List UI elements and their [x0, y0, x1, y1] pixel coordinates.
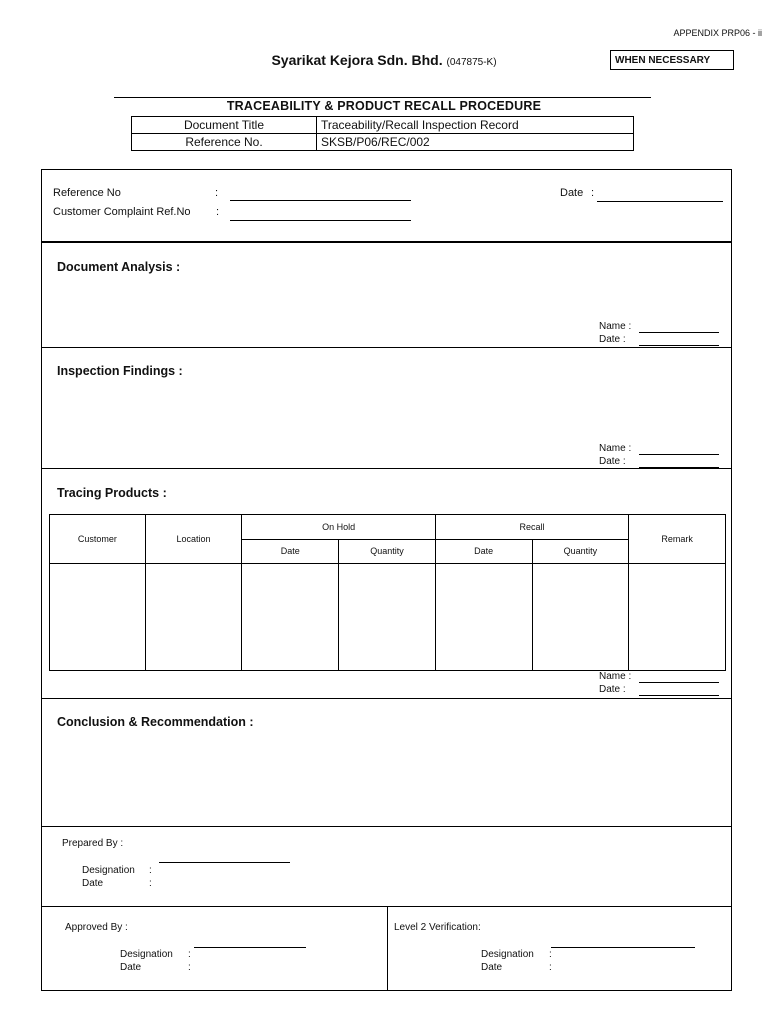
divider	[42, 468, 731, 469]
date-field[interactable]	[597, 201, 723, 202]
recall-quantity-cell[interactable]	[532, 564, 629, 671]
prepared-designation-label: Designation	[82, 865, 135, 876]
recall-quantity-header: Quantity	[532, 539, 629, 564]
location-cell[interactable]	[145, 564, 242, 671]
date-label: Date :	[599, 456, 626, 467]
divider	[42, 698, 731, 699]
inspection-form	[41, 169, 732, 991]
inspection-findings-signoff	[599, 442, 719, 468]
conclusion-heading: Conclusion & Recommendation :	[57, 715, 254, 729]
approved-by-signature-line[interactable]	[194, 947, 306, 948]
level2-verification-label: Level 2 Verification:	[394, 922, 481, 933]
level2-designation-label: Designation	[481, 949, 534, 960]
document-title-key: Document Title	[132, 117, 317, 134]
customer-header: Customer	[50, 515, 146, 564]
name-field[interactable]	[639, 321, 719, 333]
table-row	[132, 117, 634, 134]
reference-no-label: Reference No	[53, 187, 121, 199]
date-field[interactable]	[639, 456, 719, 468]
when-necessary-box: WHEN NECESSARY	[610, 50, 734, 70]
recall-date-cell[interactable]	[435, 564, 532, 671]
date-field[interactable]	[639, 334, 719, 346]
reference-no-field[interactable]	[230, 200, 411, 201]
document-analysis-signoff	[599, 320, 719, 346]
date-field[interactable]	[639, 684, 719, 696]
approved-designation-colon: :	[188, 949, 191, 960]
level2-date-label: Date	[481, 962, 503, 973]
name-field[interactable]	[639, 443, 719, 455]
on-hold-date-cell[interactable]	[242, 564, 339, 671]
level2-designation-colon: :	[549, 949, 552, 960]
date-label: Date	[560, 187, 584, 199]
document-analysis-heading: Document Analysis :	[57, 260, 181, 274]
customer-complaint-colon: :	[216, 206, 220, 218]
on-hold-date-header: Date	[242, 539, 339, 564]
divider	[42, 826, 731, 827]
approved-designation-label: Designation	[120, 949, 173, 960]
name-label: Name :	[599, 443, 632, 454]
location-header: Location	[145, 515, 242, 564]
approved-date-label: Date	[120, 962, 142, 973]
prepared-date-label: Date	[82, 878, 104, 889]
tracing-products-table	[49, 514, 726, 671]
document-info-table	[131, 116, 634, 151]
inspection-findings-heading: Inspection Findings :	[57, 364, 183, 378]
recall-header: Recall	[435, 515, 628, 540]
level2-date-colon: :	[549, 962, 552, 973]
customer-complaint-field[interactable]	[230, 220, 411, 221]
divider	[42, 347, 731, 348]
on-hold-quantity-cell[interactable]	[339, 564, 436, 671]
approved-by-label: Approved By :	[65, 922, 128, 933]
tracing-products-heading: Tracing Products :	[57, 486, 167, 500]
prepared-by-signature-line[interactable]	[159, 862, 290, 863]
table-row	[132, 134, 634, 151]
reference-no-key: Reference No.	[132, 134, 317, 151]
name-field[interactable]	[639, 671, 719, 683]
customer-cell[interactable]	[50, 564, 146, 671]
appendix-label: APPENDIX PRP06 - ii	[673, 28, 762, 38]
prepared-by-label: Prepared By :	[62, 838, 124, 849]
name-label: Name :	[599, 671, 632, 682]
company-name: Syarikat Kejora Sdn. Bhd.	[271, 52, 443, 68]
table-row	[50, 564, 726, 671]
company-registration: (047875-K)	[446, 57, 497, 68]
name-label: Name :	[599, 321, 632, 332]
date-label: Date :	[599, 684, 626, 695]
divider	[42, 241, 731, 243]
reference-no-colon: :	[215, 187, 219, 199]
approved-date-colon: :	[188, 962, 191, 973]
document-title-value: Traceability/Recall Inspection Record	[317, 117, 634, 134]
reference-no-value: SKSB/P06/REC/002	[317, 134, 634, 151]
date-colon: :	[591, 187, 595, 199]
procedure-title: TRACEABILITY & PRODUCT RECALL PROCEDURE	[226, 99, 542, 113]
customer-complaint-label: Customer Complaint Ref.No	[53, 206, 191, 218]
prepared-designation-colon: :	[149, 865, 152, 876]
recall-date-header: Date	[435, 539, 532, 564]
table-header-row	[50, 515, 726, 540]
header-rule	[114, 97, 651, 98]
level2-signature-line[interactable]	[551, 947, 695, 948]
date-label: Date :	[599, 334, 626, 345]
on-hold-header: On Hold	[242, 515, 435, 540]
prepared-date-colon: :	[149, 878, 152, 889]
approval-divider	[387, 906, 388, 991]
on-hold-quantity-header: Quantity	[339, 539, 436, 564]
remark-cell[interactable]	[629, 564, 726, 671]
tracing-products-signoff	[599, 670, 719, 696]
remark-header: Remark	[629, 515, 726, 564]
